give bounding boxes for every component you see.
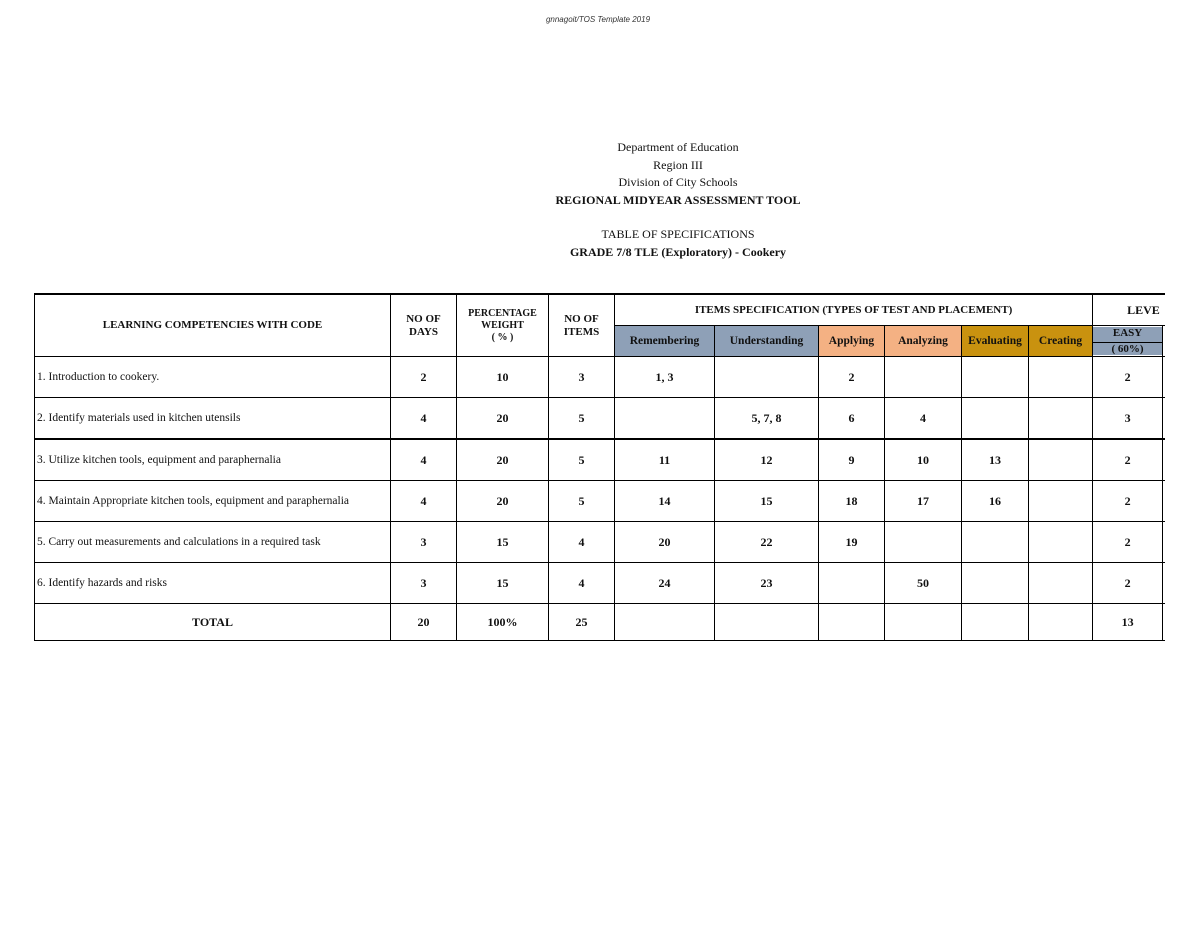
understanding-cell: 15 xyxy=(715,481,819,522)
remembering-cell: 1, 3 xyxy=(615,357,715,398)
weight-cell: 20 xyxy=(457,439,549,481)
table-row xyxy=(35,398,1166,440)
total-days: 20 xyxy=(391,604,457,641)
remembering-cell: 11 xyxy=(615,439,715,481)
total-easy: 13 xyxy=(1093,604,1163,641)
table-row xyxy=(35,522,1166,563)
easy-header-cell xyxy=(1093,326,1163,357)
creating-cell xyxy=(1029,357,1093,398)
col-header-items-specification: ITEMS SPECIFICATION (TYPES OF TEST AND PLACEMENT) xyxy=(615,294,1093,326)
analyzing-cell: 50 xyxy=(885,563,962,604)
header-division: Division of City Schools xyxy=(618,175,738,189)
col-header-competencies: LEARNING COMPETENCIES WITH CODE xyxy=(35,294,391,357)
understanding-cell: 23 xyxy=(715,563,819,604)
easy-cell: 3 xyxy=(1093,398,1163,440)
items-cell: 4 xyxy=(549,563,615,604)
days-cell: 4 xyxy=(391,481,457,522)
category-applying: Applying xyxy=(819,326,885,357)
remembering-cell: 20 xyxy=(615,522,715,563)
creating-cell xyxy=(1029,481,1093,522)
creating-cell xyxy=(1029,439,1093,481)
days-cell: 3 xyxy=(391,522,457,563)
analyzing-cell xyxy=(885,522,962,563)
evaluating-cell xyxy=(962,398,1029,440)
applying-cell: 18 xyxy=(819,481,885,522)
items-cell: 5 xyxy=(549,398,615,440)
applying-cell: 6 xyxy=(819,398,885,440)
evaluating-cell xyxy=(962,563,1029,604)
items-cell: 4 xyxy=(549,522,615,563)
competency-cell: 2. Identify materials used in kitchen utensils xyxy=(35,398,391,440)
table-body xyxy=(35,294,1166,641)
understanding-cell: 22 xyxy=(715,522,819,563)
evaluating-cell xyxy=(962,522,1029,563)
competency-cell: 3. Utilize kitchen tools, equipment and paraphernalia xyxy=(35,439,391,481)
easy-label: EASY xyxy=(1093,327,1162,343)
total-row xyxy=(35,604,1166,641)
col-header-weight xyxy=(457,294,549,357)
remembering-cell xyxy=(615,398,715,440)
specification-table xyxy=(34,293,1165,641)
document-header xyxy=(0,139,1200,261)
category-remembering: Remembering xyxy=(615,326,715,357)
category-understanding: Understanding xyxy=(715,326,819,357)
easy-cell: 2 xyxy=(1093,522,1163,563)
evaluating-cell xyxy=(962,357,1029,398)
competency-cell: 6. Identify hazards and risks xyxy=(35,563,391,604)
remembering-cell: 14 xyxy=(615,481,715,522)
applying-cell: 2 xyxy=(819,357,885,398)
analyzing-cell: 10 xyxy=(885,439,962,481)
header-assessment-tool: REGIONAL MIDYEAR ASSESSMENT TOOL xyxy=(555,192,801,207)
weight-cell: 10 xyxy=(457,357,549,398)
analyzing-cell: 17 xyxy=(885,481,962,522)
competency-cell: 1. Introduction to cookery. xyxy=(35,357,391,398)
easy-cell: 2 xyxy=(1093,357,1163,398)
analyzing-cell: 4 xyxy=(885,398,962,440)
category-creating: Creating xyxy=(1029,326,1093,357)
col-header-weight-label: PERCENTAGE WEIGHT xyxy=(468,307,537,331)
evaluating-cell: 16 xyxy=(962,481,1029,522)
days-cell: 4 xyxy=(391,398,457,440)
creating-cell xyxy=(1029,398,1093,440)
table-row xyxy=(35,357,1166,398)
weight-cell: 15 xyxy=(457,563,549,604)
specification-table-container xyxy=(34,293,1165,651)
table-row xyxy=(35,563,1166,604)
days-cell: 4 xyxy=(391,439,457,481)
header-table-title: TABLE OF SPECIFICATIONS xyxy=(601,227,755,241)
total-weight: 100% xyxy=(457,604,549,641)
items-cell: 5 xyxy=(549,439,615,481)
items-cell: 3 xyxy=(549,357,615,398)
easy-percentage: ( 60%) xyxy=(1093,343,1162,355)
remembering-cell: 24 xyxy=(615,563,715,604)
weight-cell: 15 xyxy=(457,522,549,563)
applying-cell: 19 xyxy=(819,522,885,563)
understanding-cell: 5, 7, 8 xyxy=(715,398,819,440)
easy-cell: 2 xyxy=(1093,563,1163,604)
col-header-days: NO OF DAYS xyxy=(391,294,457,357)
weight-cell: 20 xyxy=(457,481,549,522)
category-evaluating: Evaluating xyxy=(962,326,1029,357)
applying-cell: 9 xyxy=(819,439,885,481)
creating-cell xyxy=(1029,563,1093,604)
total-label: TOTAL xyxy=(35,604,391,641)
applying-cell xyxy=(819,563,885,604)
evaluating-cell: 13 xyxy=(962,439,1029,481)
table-row xyxy=(35,439,1166,481)
header-department: Department of Education xyxy=(617,140,739,154)
col-header-items: NO OF ITEMS xyxy=(549,294,615,357)
weight-cell: 20 xyxy=(457,398,549,440)
competency-cell: 5. Carry out measurements and calculations in a required task xyxy=(35,522,391,563)
understanding-cell: 12 xyxy=(715,439,819,481)
col-header-weight-unit: ( % ) xyxy=(491,331,514,343)
understanding-cell xyxy=(715,357,819,398)
total-items: 25 xyxy=(549,604,615,641)
easy-cell: 2 xyxy=(1093,439,1163,481)
header-subject: GRADE 7/8 TLE (Exploratory) - Cookery xyxy=(569,244,787,259)
header-region: Region III xyxy=(653,157,703,172)
days-cell: 2 xyxy=(391,357,457,398)
competency-cell: 4. Maintain Appropriate kitchen tools, equipment and paraphernalia xyxy=(35,481,391,522)
table-row xyxy=(35,481,1166,522)
document-watermark: gnnagoit/TOS Template 2019 xyxy=(545,15,651,24)
category-analyzing: Analyzing xyxy=(885,326,962,357)
easy-cell: 2 xyxy=(1093,481,1163,522)
days-cell: 3 xyxy=(391,563,457,604)
creating-cell xyxy=(1029,522,1093,563)
col-header-level: LEVE xyxy=(1093,294,1165,326)
items-cell: 5 xyxy=(549,481,615,522)
analyzing-cell xyxy=(885,357,962,398)
